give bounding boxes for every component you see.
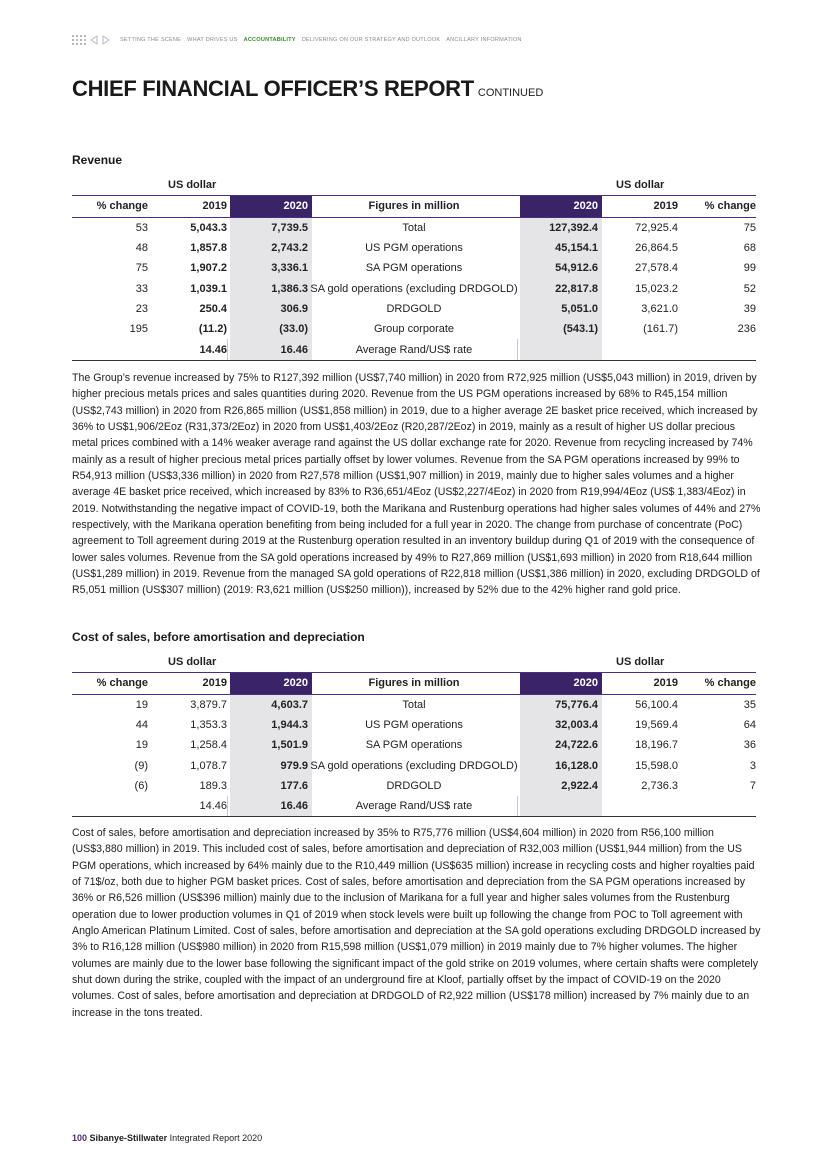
col-header: 2019 [653, 677, 678, 690]
cell: 16,128.0 [520, 755, 602, 775]
cell: 3 [749, 759, 756, 772]
cell: 5,043.3 [190, 221, 227, 234]
nav-setting-the-scene[interactable]: SETTING THE SCENE [120, 37, 182, 43]
cell: 7 [749, 779, 756, 792]
cell: 15,598.0 [635, 759, 678, 772]
cell: 250.4 [199, 302, 227, 315]
cell: 54,912.6 [520, 258, 602, 278]
cell: 99 [743, 262, 756, 275]
group-label-left: US dollar [168, 179, 217, 192]
cell: 127,392.4 [520, 218, 602, 238]
table-header [72, 195, 756, 217]
cell: 7,739.5 [230, 218, 312, 238]
cell: 14.46 [199, 343, 227, 356]
cell: 68 [743, 242, 756, 255]
cell: 18,196.7 [635, 739, 678, 752]
cell: (33.0) [230, 319, 312, 339]
cell: 4,603.7 [230, 695, 312, 715]
cell: (161.7) [643, 323, 678, 336]
revenue-heading: Revenue [72, 153, 123, 167]
cell: 2,743.2 [230, 238, 312, 258]
cell: Average Rand/US$ rate [355, 800, 473, 813]
cell [601, 339, 682, 359]
cell: SA gold operations (excluding DRDGOLD) [310, 282, 518, 295]
cell: 1,353.3 [190, 719, 227, 732]
cell: (543.1) [520, 319, 602, 339]
col-header: % change [704, 200, 756, 213]
cell: 27,578.4 [635, 262, 678, 275]
cell: 75,776.4 [520, 695, 602, 715]
group-label-right: US dollar [616, 656, 665, 669]
cell: 19,569.4 [635, 719, 678, 732]
table-row-rate [72, 339, 756, 360]
page-title-continued: CONTINUED [477, 87, 544, 99]
col-header: % change [96, 677, 148, 690]
table-row [72, 299, 756, 319]
cell: 26,864.5 [635, 242, 678, 255]
cell: 52 [743, 282, 756, 295]
cell: Total [402, 698, 426, 711]
cell: 44 [135, 719, 148, 732]
group-label-left: US dollar [168, 656, 217, 669]
col-header: 2020 [520, 673, 602, 693]
revenue-table [72, 175, 756, 361]
cell: 189.3 [199, 779, 227, 792]
cell: 979.9 [230, 755, 312, 775]
cell: Total [402, 221, 426, 234]
arrow-right-icon[interactable] [102, 35, 110, 45]
cell: (6) [134, 779, 148, 792]
col-header: 2020 [230, 673, 312, 693]
cell [601, 796, 682, 816]
cell [72, 796, 148, 816]
cell [520, 796, 602, 816]
cell: DRDGOLD [386, 779, 442, 792]
cell: 45,154.1 [520, 238, 602, 258]
cost-paragraph: Cost of sales, before amortisation and depreciation increased by 35% to R75,776 million (US$4,604 million) in 2020 from R56,100 million (US$3,880 million) in 2019. This included cost of sales, before amortisation and depreciation of R32,003 million (US$1,944 million) from the US PGM operations, which increased by 64% mainly due to the R10,449 million (US$635 million) increase in recycling costs and higher royalties paid of 71$/oz, both due to higher PGM basket prices. Cost of sales, before amortisation and depreciation from the SA PGM operations increased by 36% or R6,526 million (US$396 million) mainly due to the inclusion of Marikana for a full year and higher sales volumes from the Rustenburg operation due to lower production volumes in Q1 of 2019 when stock levels were built up following the change from POC to Toll agreement with Anglo American Platinum Limited. Cost of sales, before amortisation and depreciation at the SA gold operations excluding DRDGOLD increased by 3% to R16,128 million (US$980 million) in 2020 from R15,598 million (US$1,079 million) in 2019 mainly due to 7% higher volumes. The higher volumes are mainly due to the lower base following the significant impact of the gold strike on 2019 volumes, where certain shafts were completely shut down during the strike, coupled with the impact of an underground fire at Kloof, partially offset by the impact of COVID-19 on the 2020 volumes. Cost of sales, before amortisation and depreciation at DRDGOLD of R2,922 million (US$178 million) increased by 7% mainly due to an increase in the tons treated. [72, 827, 761, 1019]
table-row [72, 735, 756, 755]
col-header: % change [96, 200, 148, 213]
revenue-paragraph: The Group’s revenue increased by 75% to R127,392 million (US$7,740 million) in 2020 from R72,925 million (US$5,043 million) in 2019, driven by higher precious metals prices and sales quantities during 2020. Revenue from the US PGM operations increased by 68% to R45,154 million (US$2,743 million) in 2020 from R26,865 million (US$1,858 million) in 2019, due to a higher average 2E basket price received, which increased by 36% to US$1,906/2Eoz (R31,373/2Eoz) in 2020 from US$1,403/2Eoz (R20,287/2Eoz) in 2019, mainly as a result of higher US dollar precious metal prices combined with a 14% weaker average rand against the US dollar exchange rate for 2020. Revenue from recycling increased by 74% mainly as a result of higher precious metal prices partially offset by lower volumes. Revenue from the SA PGM operations increased by 99% to R54,913 million (US$3,336 million) in 2020 from R27,578 million (US$1,907 million) in 2019, mainly due to higher sales volumes and a higher average 4E basket price received, which increased by 83% to R36,651/4Eoz (US$2,227/4Eoz) in 2020 from R19,994/4Eoz (US$ 1,383/4Eoz) in 2019. Notwithstanding the negative impact of COVID-19, both the Marikana and Rustenburg operations had higher sales volumes of 44% and 27% respectively, with the Marikana operation benefiting from being included for a full year in 2020. The change from purchase of concentrate (PoC) agreement to Toll agreement during 2019 at the Rustenburg operation resulted in an inventory buildup during Q1 of 2019 with the consequence of lower sales volumes. Revenue from the SA gold operations increased by 49% to R27,869 million (US$1,693 million) in 2020 from R18,644 million (US$1,289 million) in 2019. Revenue from the managed SA gold operations of R22,818 million (US$1,386 million) in 2020, excluding DRDGOLD of R5,051 million (US$307 million) (2019: R3,621 million (US$250 million)), increased by 52% due to the 42% higher rand gold price. [72, 372, 761, 597]
cell: US PGM operations [365, 719, 463, 732]
cell: 14.46 [199, 800, 227, 813]
nav-accountability[interactable]: ACCOUNTABILITY [243, 37, 296, 43]
table-group-header [72, 652, 756, 672]
table-row [72, 258, 756, 278]
col-header: 2020 [520, 196, 602, 216]
table-row [72, 278, 756, 298]
cell: 32,003.4 [520, 715, 602, 735]
cell: 1,501.9 [230, 735, 312, 755]
cell: 1,386.3 [230, 278, 312, 298]
cell: 2,736.3 [641, 779, 678, 792]
table-group-header [72, 175, 756, 195]
col-header: 2019 [202, 677, 227, 690]
cell: 72,925.4 [635, 221, 678, 234]
cell: 19 [135, 739, 148, 752]
cell: (11.2) [198, 323, 227, 336]
cell: SA PGM operations [365, 262, 463, 275]
cell: 75 [743, 221, 756, 234]
cell: 195 [129, 323, 148, 336]
cell: 1,907.2 [190, 262, 227, 275]
cell: 24,722.6 [520, 735, 602, 755]
col-header: 2019 [653, 200, 678, 213]
cell: 23 [135, 302, 148, 315]
cell: 3,621.0 [641, 302, 678, 315]
cell: Group corporate [373, 323, 455, 336]
table-row [72, 218, 756, 238]
cell: 33 [135, 282, 148, 295]
page-title [72, 76, 543, 102]
cell: (9) [134, 759, 148, 772]
cell: 22,817.8 [520, 278, 602, 298]
table-row-rate [72, 796, 756, 817]
table-row [72, 695, 756, 715]
table-header [72, 672, 756, 694]
cost-heading: Cost of sales, before amortisation and depreciation [72, 630, 365, 644]
cell: 48 [135, 242, 148, 255]
cell: 5,051.0 [520, 299, 602, 319]
cell: 35 [743, 698, 756, 711]
nav-delivering-strategy[interactable]: DELIVERING ON OUR STRATEGY AND OUTLOOK [301, 37, 441, 43]
table-row [72, 238, 756, 258]
col-header: 2020 [230, 196, 312, 216]
cell: Average Rand/US$ rate [355, 343, 473, 356]
cell: 1,857.8 [190, 242, 227, 255]
col-header: % change [704, 677, 756, 690]
cell: 36 [743, 739, 756, 752]
cell: 53 [135, 221, 148, 234]
top-navigation [72, 33, 528, 47]
cell: US PGM operations [365, 242, 463, 255]
page-footer [72, 1133, 262, 1143]
page-number: 100 [72, 1133, 88, 1143]
cell: 1,258.4 [190, 739, 227, 752]
col-header: Figures in million [368, 200, 460, 213]
group-label-right: US dollar [616, 179, 665, 192]
cell: 1,039.1 [190, 282, 227, 295]
cell: 64 [743, 719, 756, 732]
cell: 3,336.1 [230, 258, 312, 278]
cell [681, 796, 756, 816]
table-row [72, 776, 756, 796]
cell: 75 [135, 262, 148, 275]
cost-table [72, 652, 756, 817]
cell: DRDGOLD [386, 302, 442, 315]
footer-report-name: Integrated Report 2020 [169, 1133, 263, 1143]
col-header: 2019 [202, 200, 227, 213]
page-title-main: CHIEF FINANCIAL OFFICER’S REPORT [72, 76, 474, 101]
cell: 16.46 [230, 796, 312, 816]
cell: 16.46 [230, 339, 312, 359]
cell: 19 [135, 698, 148, 711]
cell: 306.9 [230, 299, 312, 319]
cell: 3,879.7 [190, 698, 227, 711]
cell [72, 339, 148, 359]
cell: SA PGM operations [365, 739, 463, 752]
col-header: Figures in million [368, 677, 460, 690]
cell: 177.6 [230, 776, 312, 796]
cell [681, 339, 756, 359]
cell: 39 [743, 302, 756, 315]
nav-ancillary-information[interactable]: ANCILLARY INFORMATION [446, 37, 522, 43]
grid-icon[interactable] [72, 35, 86, 45]
table-row [72, 319, 756, 339]
cell: 56,100.4 [635, 698, 678, 711]
cell: 2,922.4 [520, 776, 602, 796]
arrow-left-icon[interactable] [90, 35, 98, 45]
cell [520, 339, 602, 359]
cell: 236 [737, 323, 756, 336]
cell: 1,944.3 [230, 715, 312, 735]
footer-brand: Sibanye-Stillwater [89, 1133, 168, 1143]
cell: 15,023.2 [635, 282, 678, 295]
table-row [72, 755, 756, 775]
cell: 1,078.7 [190, 759, 227, 772]
cell: SA gold operations (excluding DRDGOLD) [310, 759, 518, 772]
nav-what-drives-us[interactable]: WHAT DRIVES US [187, 37, 238, 43]
table-row [72, 715, 756, 735]
